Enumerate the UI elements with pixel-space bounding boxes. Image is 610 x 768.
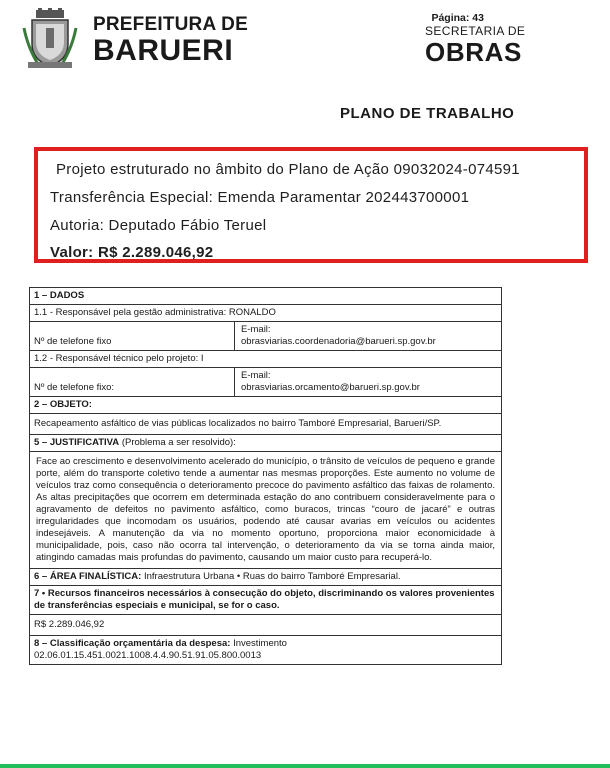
- department-line1: SECRETARIA DE: [425, 24, 526, 38]
- org-name-line2: BARUERI: [93, 34, 234, 67]
- email-label-1: E-mail:: [241, 324, 271, 335]
- technical-responsible: 1.2 - Responsável técnico pelo projeto: I: [30, 351, 501, 368]
- phone-label-2: Nº de telefone fixo:: [34, 382, 115, 393]
- recursos-value: R$ 2.289.046,92: [30, 615, 501, 636]
- value-line: Valor: R$ 2.289.046,92: [50, 244, 214, 261]
- classificacao-type: Investimento: [233, 638, 287, 649]
- section-area-finalistica: [30, 569, 501, 586]
- area-finalistica-text: Infraestrutura Urbana • Ruas do bairro Tamboré Empresarial.: [143, 571, 401, 582]
- barueri-coat-of-arms-icon: [22, 8, 78, 70]
- email-label-2: E-mail:: [241, 370, 271, 381]
- author-line: Autoria: Deputado Fábio Teruel: [50, 217, 267, 234]
- org-brand: [93, 14, 248, 66]
- project-line: Projeto estruturado no âmbito do Plano de Ação 09032024-074591: [56, 161, 520, 178]
- page-number: Página: 43: [431, 12, 484, 24]
- department-line2: OBRAS: [425, 37, 522, 67]
- classificacao-heading: 8 – Classificação orçamentária da despesa:: [34, 638, 231, 649]
- section-classificacao: [30, 636, 501, 664]
- contact-row-2: [30, 368, 501, 397]
- contact-row-1: [30, 322, 501, 351]
- org-name-line1: PREFEITURA DE: [93, 14, 248, 35]
- email-value-2: obrasviarias.orcamento@barueri.sp.gov.br: [241, 382, 420, 393]
- classificacao-code: 02.06.01.15.451.0021.1008.4.4.90.51.91.05.800.0013: [34, 650, 262, 661]
- admin-responsible: 1.1 - Responsável pela gestão administrativa: RONALDO: [30, 305, 501, 322]
- justificativa-subheading: (Problema a ser resolvido):: [121, 437, 236, 448]
- section-dados-title: 1 – DADOS: [30, 288, 501, 305]
- transfer-line: Transferência Especial: Emenda Paramentar 202443700001: [50, 189, 470, 206]
- justificativa-heading: 5 – JUSTIFICATIVA: [34, 437, 120, 448]
- objeto-text: Recapeamento asfáltico de vias públicas localizados no bairro Tamboré Empresarial, Barueri/SP.: [30, 414, 501, 435]
- work-plan-form: [29, 287, 502, 665]
- section-objeto-title: 2 – OBJETO:: [30, 397, 501, 414]
- section-justificativa-title: [30, 435, 501, 452]
- email-value-1: obrasviarias.coordenadoria@barueri.sp.gov.br: [241, 336, 436, 347]
- bottom-accent-bar: [0, 764, 610, 768]
- justificativa-text: Face ao crescimento e desenvolvimento acelerado do município, o trânsito de veículos de pequeno e grande porte, além do transporte coletivo tende a aumentar nas mesmas proporções. Este aumento no volume de veículos traz como consequência o deterioramento precoce do pavimento asfáltico das faixas de rolamento. As altas precipitações que ocorrem em determinada estação do ano contribuem consideravelmente para o agravamento de defeitos no pavimento asfáltico, como buracos, trincas “couro de jacaré” e outras irregularidades que incomodam os usuários, podendo até causar avarias em veículos ou acidentes indesejáveis. A manutenção da via no momento oportuno, proporciona maior economicidade à municipalidade, pois, caso não ocorra tal intervenção, o deterioramento da via se torna ainda maior, atingindo camadas mais profundas do pavimento, causando um maior custo para recuperá-lo.: [30, 452, 501, 569]
- document-title: PLANO DE TRABALHO: [340, 105, 515, 122]
- highlight-box: [34, 147, 588, 263]
- department: [425, 24, 525, 66]
- phone-label-1: Nº de telefone fixo: [34, 336, 112, 347]
- section-recursos-title: 7 • Recursos financeiros necessários à consecução do objeto, discriminando os valores provenientes de transferências especiais e municipal, se for o caso.: [30, 586, 501, 615]
- area-finalistica-heading: 6 – ÁREA FINALÍSTICA:: [34, 571, 142, 582]
